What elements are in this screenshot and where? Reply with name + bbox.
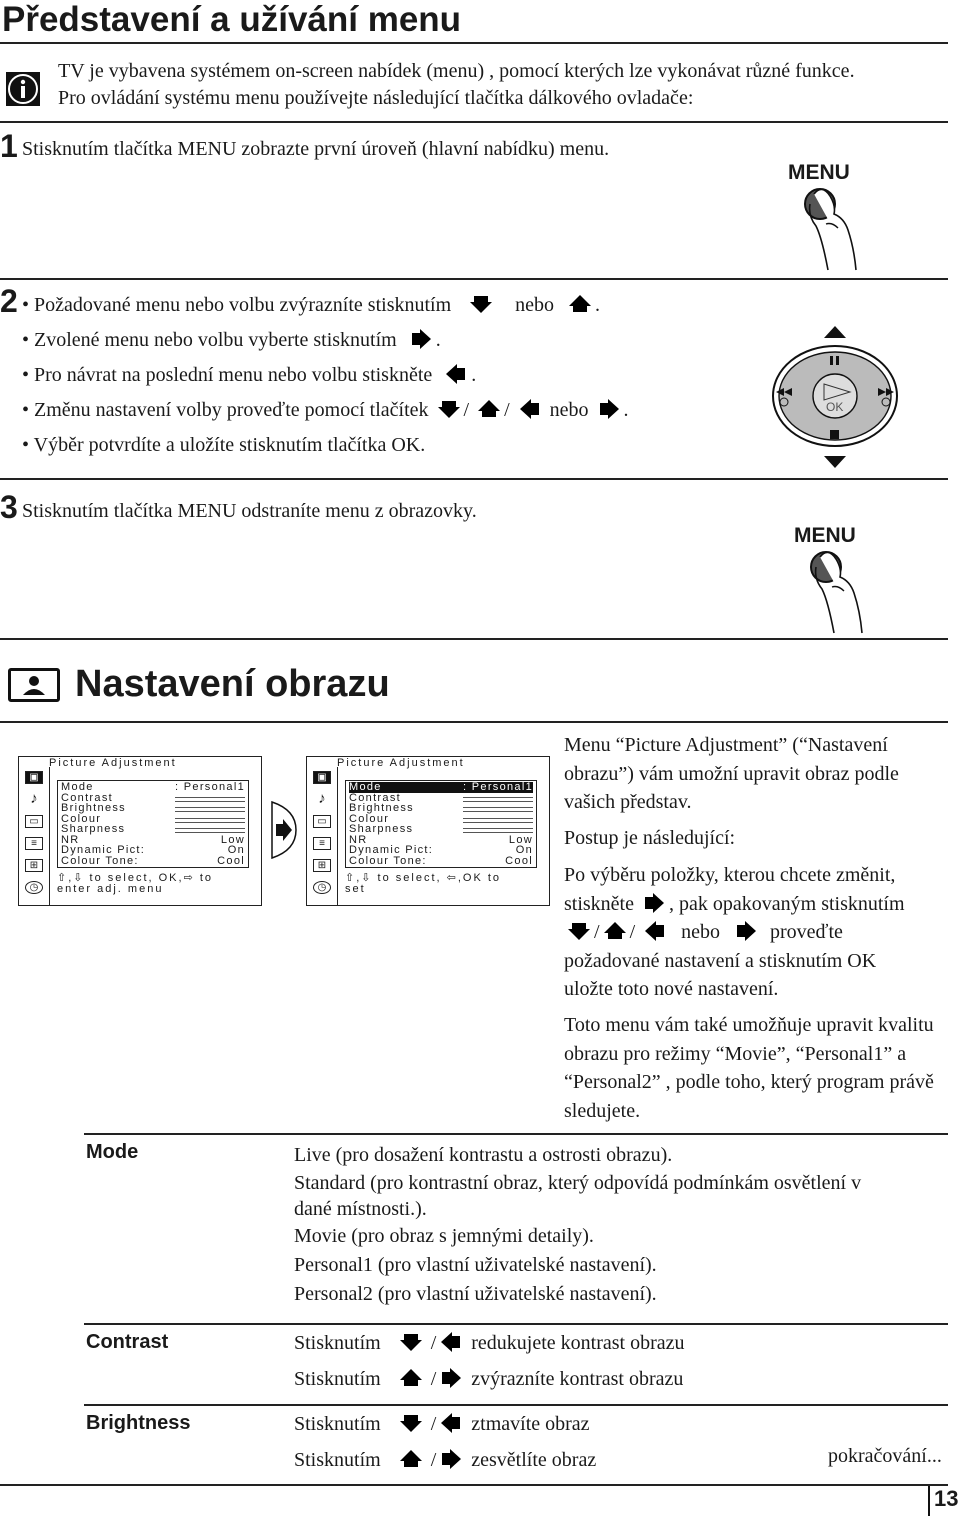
b1c: . (595, 294, 601, 316)
left-arrow-icon (644, 921, 666, 941)
osd-row-colour: Colour (349, 814, 533, 825)
bottom-divider (0, 1484, 948, 1486)
features-icon: ≡ (313, 837, 331, 850)
right-arrow-icon (643, 893, 665, 913)
osd-menu-after (306, 756, 550, 906)
right-arrow-icon (735, 921, 757, 941)
picture-section-icon (8, 668, 60, 702)
osd-footer-1: ⇧,⇩ to select, OK,⇨ to (57, 872, 214, 884)
osd-row-nr: NR Low (61, 833, 245, 846)
mode-line: dané místnosti.). (294, 1198, 427, 1220)
b2b: . (435, 329, 441, 351)
desc-p3-line-1: Po výběru položky, kterou chcete změnit, (564, 864, 896, 886)
desc-paragraph-3 (564, 861, 954, 1004)
osd-footer-2: set (345, 883, 366, 895)
up-arrow-icon (604, 921, 626, 941)
ok-label: OK (826, 400, 844, 414)
up-arrow-icon (400, 1449, 422, 1469)
down-arrow-icon (400, 1332, 422, 1352)
screen-icon: ▭ (25, 815, 43, 828)
step-2-bullet-1: • Požadované menu nebo volbu zvýrazníte stisknutím nebo . (22, 294, 601, 316)
setup-icon: ⊞ (25, 859, 43, 872)
b1b: nebo (515, 294, 555, 316)
screen-icon: ▭ (313, 815, 331, 828)
table-top-divider (84, 1133, 948, 1135)
b3b: . (471, 364, 477, 386)
desc-p3-line-2: stiskněte , pak opakovaným stisknutím (564, 892, 905, 915)
up-arrow-icon (569, 294, 591, 314)
step-2-bullet-4: • Změnu nastavení volby proveďte pomocí tlačítek / / nebo . (22, 399, 629, 421)
menu-button-label: MENU (788, 161, 850, 184)
b4e: . (623, 399, 629, 421)
step-1-divider (0, 278, 948, 280)
down-arrow-icon (438, 399, 460, 419)
picture-icon: ▣ (25, 771, 43, 784)
mode-line: Standard (pro kontrastní obraz, který odpovídá podmínkám osvětlení v (294, 1172, 862, 1194)
b4c: / (504, 399, 510, 421)
osd-row-tone: Colour Tone: Cool (349, 854, 533, 867)
brightness-row-1: Stisknutím / ztmavíte obraz (294, 1413, 590, 1435)
mode-line: Personal2 (pro vlastní uživatelské nastavení). (294, 1283, 657, 1305)
down-arrow-icon (470, 294, 492, 314)
b2a: Zvolené menu nebo volbu vyberte stisknutím (34, 329, 397, 351)
down-arrow-icon (568, 921, 590, 941)
step-3-number: 3 (0, 489, 18, 525)
desc-p3-line-4: požadované nastavení a stisknutím OK (564, 949, 877, 972)
sound-icon: ♪ (318, 790, 326, 807)
remote-dpad-illustration (760, 322, 910, 470)
brightness-label: Brightness (86, 1412, 191, 1434)
sound-icon: ♪ (30, 790, 38, 807)
osd-row-contrast: Contrast (61, 793, 245, 804)
section-title: Nastavení obrazu (75, 663, 390, 705)
osd-title: Picture Adjustment (337, 757, 465, 769)
right-arrow-icon (440, 1368, 462, 1388)
step-3-divider (0, 638, 948, 640)
step-3-text: Stisknutím tlačítka MENU odstraníte menu z obrazovky. (22, 500, 477, 522)
timer-icon: ◷ (25, 881, 43, 894)
mode-divider (84, 1323, 948, 1325)
mode-descriptions (294, 1141, 944, 1309)
b4b: / (463, 399, 470, 421)
desc-p3-line-3: / / nebo proveďte (564, 918, 954, 947)
osd-sidebar (307, 767, 338, 905)
desc-p3-line-5: uložte toto nové nastavení. (564, 978, 779, 1000)
osd-row-sharpness: Sharpness (61, 824, 245, 835)
b5: Výběr potvrdíte a uložíte stisknutím tlačítka OK. (33, 434, 426, 456)
menu-button-press-icon (806, 545, 866, 637)
left-arrow-icon (519, 399, 541, 419)
setup-icon: ⊞ (313, 859, 331, 872)
mode-line: Movie (pro obraz s jemnými detaily). (294, 1225, 594, 1247)
picture-icon: ▣ (313, 771, 331, 784)
timer-icon: ◷ (313, 881, 331, 894)
step-2-bullet-3: • Pro návrat na poslední menu nebo volbu stiskněte . (22, 364, 477, 386)
intro-divider (0, 121, 948, 123)
down-arrow-icon (400, 1413, 422, 1433)
brightness-row-2: Stisknutím / zesvětlíte obraz (294, 1449, 597, 1471)
osd-rows (345, 780, 537, 868)
right-arrow-icon (440, 1449, 462, 1469)
step-1-text: Stisknutím tlačítka MENU zobrazte první úroveň (hlavní nabídku) menu. (22, 138, 610, 160)
b4a: Změnu nastavení volby proveďte pomocí tlačítek (34, 399, 429, 421)
mode-line: Personal1 (pro vlastní uživatelské nastavení). (294, 1254, 657, 1276)
osd-menu-before (18, 756, 262, 906)
left-arrow-icon (440, 1413, 462, 1433)
osd-sidebar (19, 767, 50, 905)
right-arrow-icon (410, 329, 432, 349)
step-1-number: 1 (0, 128, 18, 164)
contrast-row-2: Stisknutím / zvýrazníte kontrast obrazu (294, 1368, 684, 1390)
osd-row-brightness: Brightness (349, 803, 533, 814)
step-2-bullet-2: • Zvolené menu nebo volbu vyberte stisknutím . (22, 329, 441, 351)
desc-paragraph-4: Toto menu vám také umožňuje upravit kvalitu obrazu pro režimy “Movie”, “Personal1” a “Personal2” , podle toho, který program právě sledujete. (564, 1014, 934, 1122)
osd-row-dynamic: Dynamic Pict: On (61, 844, 245, 856)
section-divider (0, 721, 948, 723)
continued-note: pokračování... (828, 1445, 942, 1467)
osd-row-contrast: Contrast (349, 793, 533, 804)
b4d: nebo (549, 399, 589, 421)
menu-button-press-icon (800, 182, 860, 274)
features-icon: ≡ (25, 837, 43, 850)
up-arrow-icon (478, 399, 500, 419)
contrast-label: Contrast (86, 1331, 169, 1353)
osd-rows (57, 780, 249, 868)
left-arrow-icon (445, 364, 467, 384)
menu-button-label-2: MENU (794, 524, 856, 547)
osd-footer-2: enter adj. menu (57, 883, 164, 895)
right-arrow-circle-icon (270, 800, 298, 860)
osd-footer-1: ⇧,⇩ to select, ⇦,OK to (345, 872, 502, 884)
desc-paragraph-2: Postup je následující: (564, 827, 736, 849)
intro-line-1: TV je vybavena systémem on-screen nabídek (menu) , pomocí kterých lze vykonávat různé funkce. (58, 60, 855, 82)
step-2-divider (0, 478, 948, 480)
osd-row-colour: Colour (61, 814, 245, 825)
up-arrow-icon (400, 1368, 422, 1388)
osd-title: Picture Adjustment (49, 757, 177, 769)
title-divider (0, 42, 948, 44)
osd-row-mode: Mode : Personal1 (349, 781, 533, 793)
b1a: Požadované menu nebo volbu zvýrazníte stisknutím (34, 294, 452, 316)
osd-row-brightness: Brightness (61, 803, 245, 814)
osd-row-nr: NR Low (349, 833, 533, 846)
osd-row-mode: Mode : Personal1 (61, 781, 245, 793)
step-2-number: 2 (0, 283, 18, 319)
b3a: Pro návrat na poslední menu nebo volbu stiskněte (34, 364, 433, 386)
mode-line: Live (pro dosažení kontrastu a ostrosti obrazu). (294, 1144, 673, 1166)
step-2-bullet-5: • Výběr potvrdíte a uložíte stisknutím tlačítka OK. (22, 434, 426, 456)
contrast-row-1: Stisknutím / redukujete kontrast obrazu (294, 1332, 685, 1354)
mode-label: Mode (86, 1141, 139, 1163)
right-arrow-icon (598, 399, 620, 419)
osd-row-tone: Colour Tone: Cool (61, 854, 245, 867)
page-number-rule (928, 1486, 930, 1516)
left-arrow-icon (440, 1332, 462, 1352)
intro-line-2: Pro ovládání systému menu používejte následující tlačítka dálkového ovladače: (58, 87, 694, 109)
osd-row-dynamic: Dynamic Pict: On (349, 844, 533, 856)
page-number: 13 (934, 1486, 959, 1511)
contrast-divider (84, 1404, 948, 1406)
info-icon (6, 72, 40, 106)
page-title: Představení a užívání menu (2, 0, 462, 39)
desc-paragraph-1: Menu “Picture Adjustment” (“Nastavení obrazu”) vám umožní upravit obraz podle vašich představ. (564, 734, 899, 813)
osd-row-sharpness: Sharpness (349, 824, 533, 835)
